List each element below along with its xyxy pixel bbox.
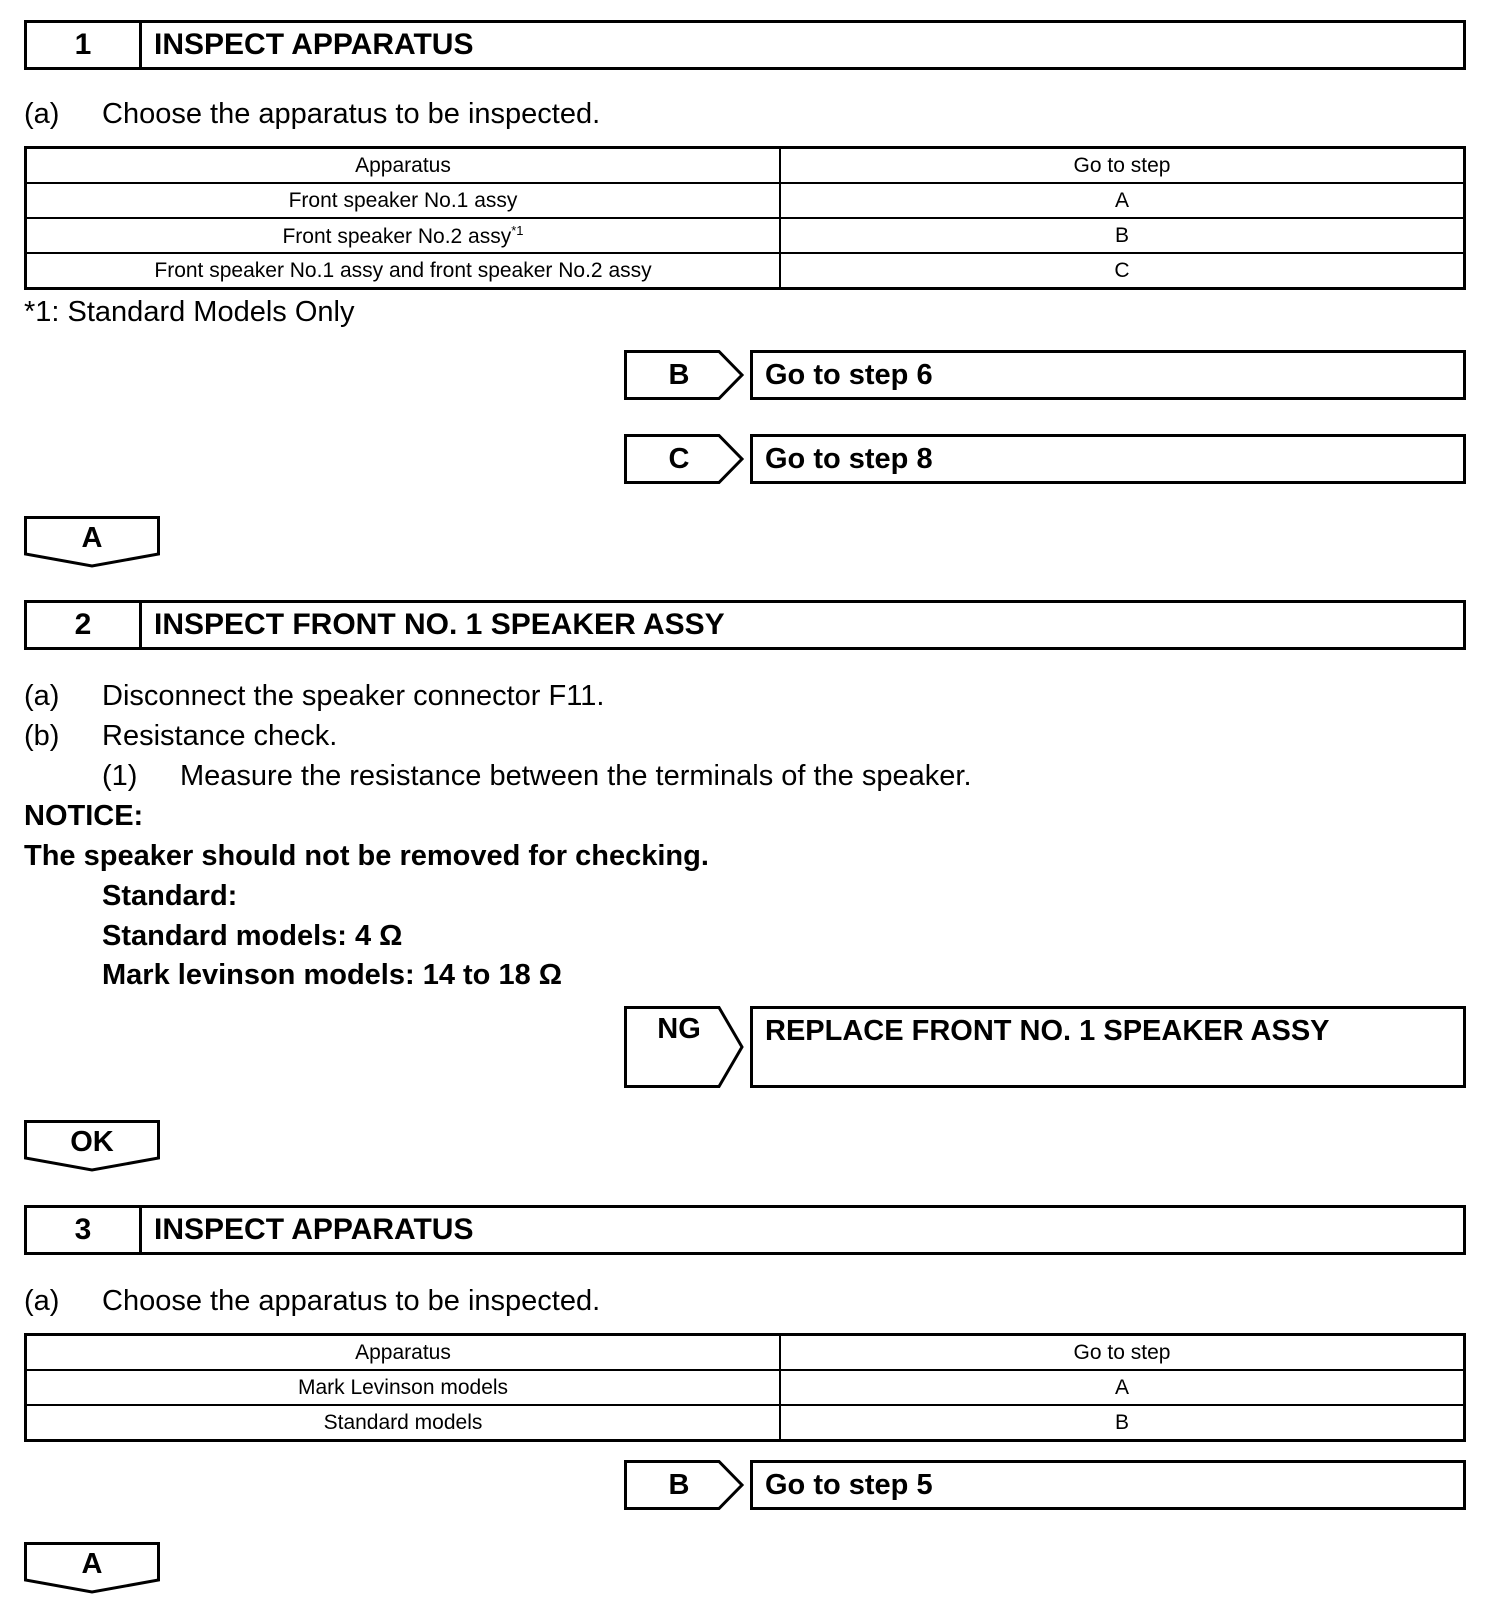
table-row — [26, 183, 1465, 218]
table-header-row — [26, 148, 1465, 184]
footnote-marker: *1 — [511, 222, 524, 238]
apparatus-cell — [26, 218, 781, 253]
instruction-label: (a) — [24, 680, 60, 712]
table-row — [26, 218, 1465, 253]
instruction-a — [24, 680, 604, 713]
instruction-label: (b) — [24, 720, 60, 752]
apparatus-cell: Front speaker No.1 assy — [26, 183, 781, 218]
notice-text: The speaker should not be removed for checking. — [24, 840, 709, 872]
table-header-row — [26, 1335, 1465, 1371]
step-2-header — [24, 600, 1466, 650]
continue-a-tag[interactable] — [24, 516, 160, 568]
branch-target[interactable]: REPLACE FRONT NO. 1 SPEAKER ASSY — [750, 1006, 1466, 1088]
branch-key: B — [668, 358, 690, 391]
standard-line-1: Standard models: 4 Ω — [102, 920, 403, 952]
instruction-label: (a) — [24, 98, 60, 130]
instruction-a — [24, 98, 600, 131]
goto-cell: A — [780, 1370, 1465, 1405]
header-go-to-step: Go to step — [780, 148, 1465, 184]
table-row — [26, 253, 1465, 289]
footnote: *1: Standard Models Only — [24, 296, 355, 328]
step-title: INSPECT APPARATUS — [154, 28, 474, 61]
goto-cell: C — [780, 253, 1465, 289]
instruction-text: Resistance check. — [102, 720, 338, 752]
table-row — [26, 1405, 1465, 1441]
instruction-b1 — [102, 760, 972, 793]
branch-key: B — [668, 1468, 690, 1501]
continue-ok-tag[interactable] — [24, 1120, 160, 1172]
instruction-a — [24, 1285, 600, 1318]
instruction-label: (a) — [24, 1285, 60, 1317]
notice-heading: NOTICE: — [24, 800, 144, 832]
step-title: INSPECT FRONT NO. 1 SPEAKER ASSY — [154, 608, 725, 641]
instruction-text: Disconnect the speaker connector F11. — [102, 680, 605, 712]
step-1-header — [24, 20, 1466, 70]
goto-cell: B — [780, 218, 1465, 253]
standard-line-2: Mark levinson models: 14 to 18 Ω — [102, 959, 563, 991]
goto-cell: A — [780, 183, 1465, 218]
instruction-text: Measure the resistance between the terminals of the speaker. — [180, 760, 972, 792]
branch-target[interactable]: Go to step 8 — [750, 434, 1466, 484]
step-number: 3 — [27, 1208, 142, 1252]
continue-a-tag[interactable] — [24, 1542, 160, 1594]
step-number: 2 — [27, 603, 142, 647]
table-row — [26, 1370, 1465, 1405]
apparatus-cell: Mark Levinson models — [26, 1370, 781, 1405]
continue-label: OK — [70, 1126, 114, 1158]
goto-cell: B — [780, 1405, 1465, 1441]
instruction-b — [24, 720, 337, 753]
step-title: INSPECT APPARATUS — [154, 1213, 474, 1246]
standard-heading: Standard: — [102, 880, 238, 912]
instruction-text: Choose the apparatus to be inspected. — [102, 1285, 601, 1317]
instruction-text: Choose the apparatus to be inspected. — [102, 98, 601, 130]
continue-label: A — [81, 522, 103, 554]
instruction-label: (1) — [102, 760, 138, 792]
header-apparatus: Apparatus — [26, 1335, 781, 1371]
continue-label: A — [81, 1548, 103, 1580]
branch-target[interactable]: Go to step 6 — [750, 350, 1466, 400]
header-go-to-step: Go to step — [780, 1335, 1465, 1371]
branch-target[interactable]: Go to step 5 — [750, 1460, 1466, 1510]
step-3-header — [24, 1205, 1466, 1255]
apparatus-text: Front speaker No.2 assy — [282, 224, 512, 248]
apparatus-cell: Front speaker No.1 assy and front speaker No.2 assy — [26, 253, 781, 289]
apparatus-table-1 — [24, 146, 1466, 290]
apparatus-table-3 — [24, 1333, 1466, 1442]
step-number: 1 — [27, 23, 142, 67]
branch-key: C — [668, 442, 690, 475]
apparatus-cell: Standard models — [26, 1405, 781, 1441]
header-apparatus: Apparatus — [26, 148, 781, 184]
branch-key: NG — [657, 1012, 701, 1045]
